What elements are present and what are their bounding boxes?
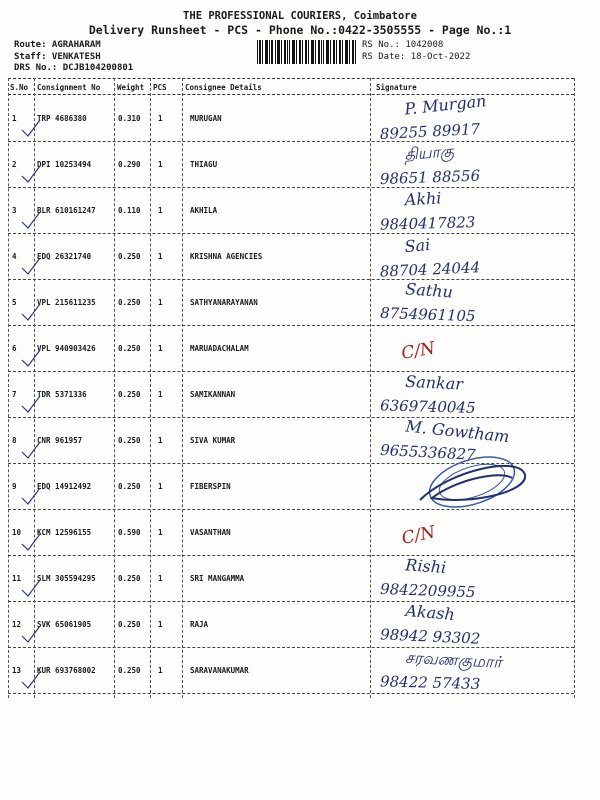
row-weight: 0.110 (118, 206, 141, 215)
barcode (256, 39, 358, 65)
handwritten-signature: M. Gowtham (404, 416, 511, 447)
row-weight: 0.250 (118, 620, 141, 629)
handwritten-signature: Sathu (404, 279, 454, 302)
row-consignee: FIBERSPIN (190, 482, 231, 491)
handwritten-phone: 88704 24044 (379, 258, 481, 281)
handwritten-signature: C/N (400, 522, 438, 549)
row-pcs: 1 (158, 206, 163, 215)
row-consignee: VASANTHAN (190, 528, 231, 537)
row-sno: 8 (12, 436, 17, 445)
row-divider (8, 693, 574, 694)
row-consignment-no: SLM 305594295 (37, 574, 96, 583)
col-header-signature: Signature (376, 83, 417, 92)
handwritten-signature: சரவணகுமார் (404, 647, 503, 672)
company-title: THE PROFESSIONAL COURIERS, Coimbatore (183, 10, 417, 22)
row-consignee: SAMIKANNAN (190, 390, 236, 399)
row-weight: 0.250 (118, 298, 141, 307)
table-row (0, 188, 600, 234)
row-consignee: SRI MANGAMMA (190, 574, 245, 583)
handwritten-phone: 89255 89917 (379, 119, 481, 144)
row-sno: 10 (12, 528, 22, 537)
handwritten-signature: C/N (399, 338, 437, 364)
row-consignee: KRISHNA AGENCIES (190, 252, 263, 261)
row-consignee: SATHYANARAYANAN (190, 298, 258, 307)
row-consignee: SARAVANAKUMAR (190, 666, 249, 675)
row-sno: 12 (12, 620, 22, 629)
row-weight: 0.590 (118, 528, 141, 537)
handwritten-signature: தியாகு (404, 141, 455, 164)
runsheet-subtitle: Delivery Runsheet - PCS - Phone No.:0422-3505555 - Page No.:1 (88, 23, 512, 37)
row-sno: 5 (12, 298, 17, 307)
row-sno: 11 (12, 574, 22, 583)
handwritten-signature: Akash (404, 600, 456, 625)
table-row (0, 556, 600, 602)
handwritten-phone: 98422 57433 (379, 672, 481, 694)
row-sno: 6 (12, 344, 17, 353)
row-consignment-no: BLR 610161247 (37, 206, 96, 215)
row-pcs: 1 (158, 436, 163, 445)
col-header-weight: Weight (117, 83, 145, 92)
handwritten-phone: 6369740045 (379, 396, 476, 417)
col-header-consignee: Consignee Details (185, 83, 262, 92)
table-row (0, 280, 600, 326)
row-consignee: MARUADACHALAM (190, 344, 249, 353)
handwritten-phone: 98942 93302 (379, 625, 481, 648)
row-pcs: 1 (158, 482, 163, 491)
drs-label: DRS No.: DCJB104200801 (14, 63, 134, 73)
handwritten-signature: P. Murgan (403, 91, 488, 119)
row-pcs: 1 (158, 252, 163, 261)
row-pcs: 1 (158, 298, 163, 307)
row-weight: 0.250 (118, 482, 141, 491)
row-weight: 0.310 (118, 114, 141, 123)
table-row (0, 602, 600, 648)
row-consignment-no: KUR 693768002 (37, 666, 96, 675)
row-sno: 4 (12, 252, 17, 261)
row-consignment-no: CNR 961957 (37, 436, 83, 445)
row-consignment-no: VPL 940903426 (37, 344, 96, 353)
header-bottom-rule (8, 94, 574, 95)
row-weight: 0.290 (118, 160, 141, 169)
table-row (0, 234, 600, 280)
col-header-pcs: PCS (153, 83, 167, 92)
row-weight: 0.250 (118, 344, 141, 353)
rs-date: RS Date: 18-Oct-2022 (362, 51, 471, 62)
row-pcs: 1 (158, 528, 163, 537)
row-pcs: 1 (158, 114, 163, 123)
row-pcs: 1 (158, 344, 163, 353)
row-consignment-no: EDQ 26321740 (37, 252, 92, 261)
row-sno: 2 (12, 160, 17, 169)
table-row (0, 142, 600, 188)
handwritten-phone: 9842209955 (379, 579, 476, 602)
handwritten-signature: Akhi (404, 188, 442, 210)
row-weight: 0.250 (118, 436, 141, 445)
row-consignment-no: KCM 12596155 (37, 528, 92, 537)
row-consignee: AKHILA (190, 206, 218, 215)
row-pcs: 1 (158, 390, 163, 399)
row-pcs: 1 (158, 620, 163, 629)
row-weight: 0.250 (118, 574, 141, 583)
row-weight: 0.250 (118, 252, 141, 261)
table-row (0, 464, 600, 510)
row-consignment-no: SVK 65061905 (37, 620, 92, 629)
handwritten-phone: 9840417823 (379, 213, 476, 234)
table-row (0, 372, 600, 418)
row-weight: 0.250 (118, 666, 141, 675)
table-row (0, 510, 600, 556)
table-row (0, 648, 600, 694)
row-pcs: 1 (158, 574, 163, 583)
row-sno: 3 (12, 206, 17, 215)
handwritten-signature: Sai (403, 235, 431, 257)
handwritten-phone: 9655336827 (379, 440, 477, 464)
row-pcs: 1 (158, 160, 163, 169)
row-consignee: THIAGU (190, 160, 218, 169)
header-top-rule (8, 78, 574, 79)
row-consignment-no: VPL 215611235 (37, 298, 96, 307)
table-row (0, 418, 600, 464)
handwritten-signature: Sankar (404, 371, 464, 394)
row-consignee: MURUGAN (190, 114, 222, 123)
row-sno: 13 (12, 666, 22, 675)
row-consignment-no: TDR 5371336 (37, 390, 87, 399)
row-consignment-no: EDQ 14912492 (37, 482, 92, 491)
handwritten-signature: Rishi (404, 555, 447, 578)
row-consignment-no: TRP 4686380 (37, 114, 87, 123)
row-sno: 1 (12, 114, 17, 123)
row-pcs: 1 (158, 666, 163, 675)
route-info (14, 40, 133, 75)
col-header-sno: S.No (10, 83, 29, 92)
row-consignee: SIVA KUMAR (190, 436, 236, 445)
row-sno: 9 (12, 482, 17, 491)
handwritten-phone: 98651 88556 (379, 166, 481, 189)
table-row (0, 326, 600, 372)
row-consignment-no: DPI 10253494 (37, 160, 92, 169)
staff-label: Staff: VENKATESH (14, 51, 101, 62)
handwritten-phone: 8754961105 (379, 303, 476, 326)
rs-number: RS No.: 1042008 (362, 40, 444, 50)
route-label: Route: AGRAHARAM (14, 40, 101, 50)
col-header-consignment: Consignment No (37, 83, 101, 92)
table-row (0, 96, 600, 142)
row-weight: 0.250 (118, 390, 141, 399)
row-sno: 7 (12, 390, 17, 399)
rs-info (362, 40, 470, 63)
row-consignee: RAJA (190, 620, 209, 629)
